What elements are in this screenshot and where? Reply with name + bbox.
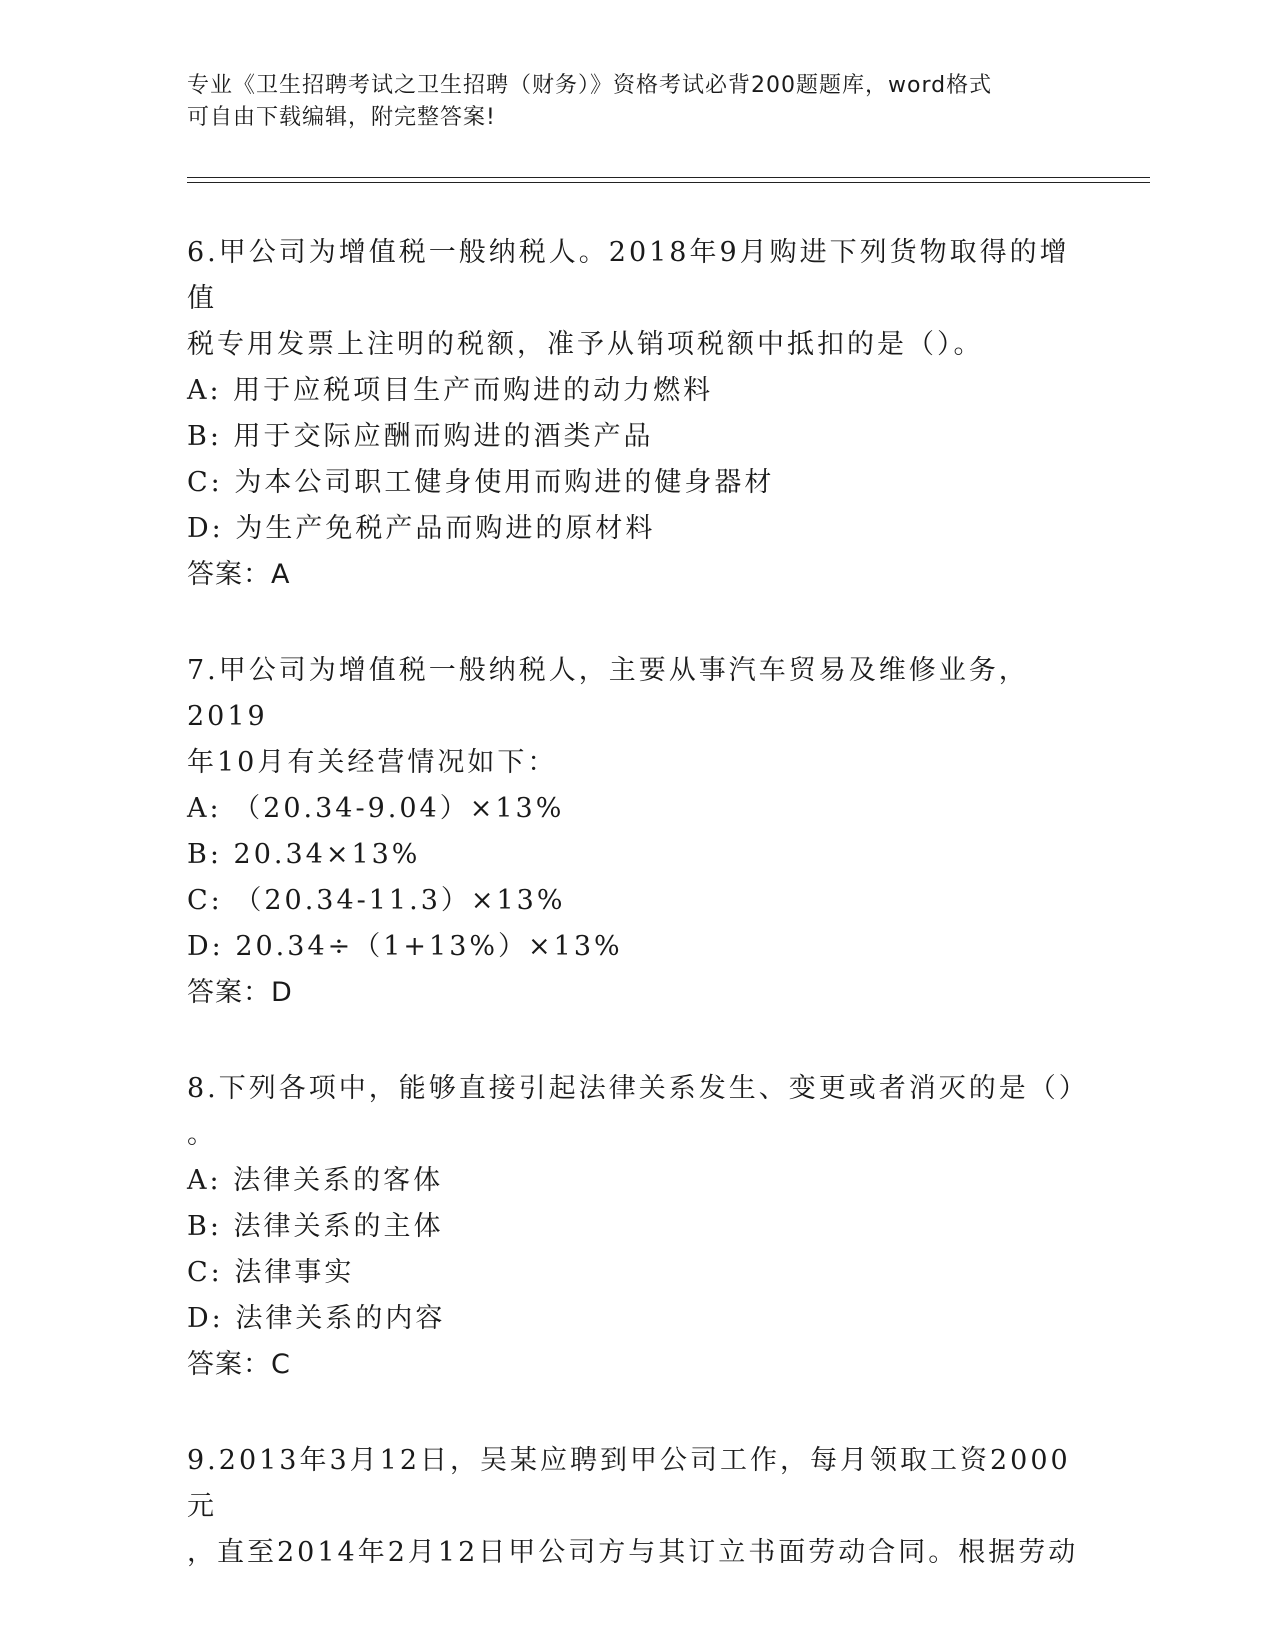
question-8 — [187, 1066, 1087, 1388]
option-c: C: 为本公司职工健身使用而购进的健身器材 — [187, 467, 775, 498]
option-d: D: 为生产免税产品而购进的原材料 — [187, 513, 656, 544]
question-text-line: 8.下列各项中，能够直接引起法律关系发生、变更或者消灭的是（） — [187, 1073, 1089, 1104]
option-a: A: 用于应税项目生产而购进的动力燃料 — [187, 375, 714, 406]
document-header — [187, 70, 1087, 134]
question-7 — [187, 648, 1087, 1016]
answer-label: 答案：D — [187, 977, 293, 1008]
option-c: C: 法律事实 — [187, 1257, 355, 1288]
question-text-line: 9.2013年3月12日，吴某应聘到甲公司工作，每月领取工资2000元 — [187, 1445, 1071, 1522]
question-text-line: 税专用发票上注明的税额，准予从销项税额中抵扣的是（）。 — [187, 329, 984, 360]
question-list — [187, 230, 1087, 1626]
header-line-1: 专业《卫生招聘考试之卫生招聘（财务）》资格考试必背200题题库，word格式 — [187, 73, 993, 98]
header-divider-top — [187, 177, 1150, 178]
option-d: D: 法律关系的内容 — [187, 1303, 446, 1334]
question-6 — [187, 230, 1087, 598]
option-b: B: 20.34×13% — [187, 839, 421, 870]
option-b: B: 用于交际应酬而购进的酒类产品 — [187, 421, 654, 452]
option-c: C: （20.34-11.3）×13% — [187, 885, 566, 916]
answer-label: 答案：A — [187, 559, 291, 590]
header-line-2: 可自由下载编辑，附完整答案! — [187, 105, 496, 130]
question-text-line: 7.甲公司为增值税一般纳税人，主要从事汽车贸易及维修业务，2019 — [187, 655, 1029, 732]
answer-label: 答案：C — [187, 1349, 291, 1380]
question-9 — [187, 1438, 1087, 1576]
option-a: A: 法律关系的客体 — [187, 1165, 444, 1196]
question-text-line: 。 — [187, 1119, 217, 1150]
option-d: D: 20.34÷（1+13%）×13% — [187, 931, 623, 962]
option-a: A: （20.34-9.04）×13% — [187, 793, 565, 824]
header-divider-bottom — [187, 182, 1150, 183]
option-b: B: 法律关系的主体 — [187, 1211, 444, 1242]
question-text-line: 6.甲公司为增值税一般纳税人。2018年9月购进下列货物取得的增值 — [187, 237, 1070, 314]
question-text-line: ，直至2014年2月12日甲公司方与其订立书面劳动合同。根据劳动 — [187, 1537, 1079, 1568]
question-text-line: 年10月有关经营情况如下： — [187, 747, 558, 778]
